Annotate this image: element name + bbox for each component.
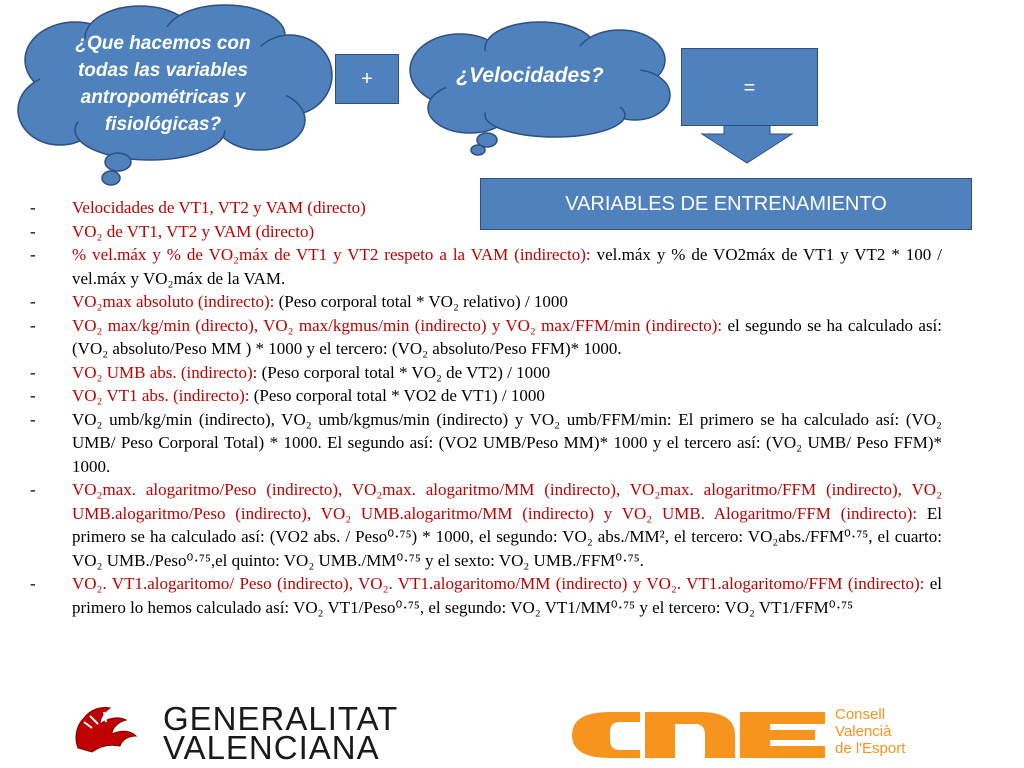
item-black-text: VO₂ umb/kg/min (indirecto), VO₂ umb/kgmus/min (indirecto) y VO₂ umb/FFM/min: El primero se ha calculado así: (VO₂ UMB/ Peso Corporal Total) * 1000. El segundo así: (VO2 UMB/Peso MM)* 1000 y el tercero así: (VO₂ UMB/ Peso FFM)* 1000. xyxy=(72,409,942,476)
generalitat-line: GENERALITAT xyxy=(163,700,399,737)
training-variables-box: VARIABLES DE ENTRENAMIENTO xyxy=(480,178,972,230)
cne-line-3: de l'Esport xyxy=(835,740,906,757)
item-black-text: el primero lo hemos calculado así: VO₂ VT1/Peso⁰·⁷⁵, el segundo: VO₂ VT1/MM⁰·⁷⁵ y el tercero: VO₂ VT1/FFM⁰·⁷⁵ xyxy=(72,574,942,617)
bullet-dash: - xyxy=(30,409,36,429)
item-red-text: VO₂max. alogaritmo/Peso (indirecto), VO₂max. alogaritmo/MM (indirecto), VO₂max. alogaritmo/FFM (indirecto), VO₂ UMB.alogaritmo/Peso (indirecto), VO₂ UMB.alogaritmo/MM (indirecto) y VO₂ UMB. Alogaritmo/FFM (indirecto): xyxy=(72,480,942,523)
item-red-text: VO₂ de VT1, VT2 y VAM (directo) xyxy=(72,221,315,241)
item-red-text: VO₂max absoluto (indirecto): xyxy=(72,292,275,311)
cne-logo-text xyxy=(835,706,905,757)
cne-line-1: Consell xyxy=(835,706,886,723)
bullet-dash: - xyxy=(30,386,36,405)
item-red-text: % vel.máx y % de VO₂máx de VT1 y VT2 respeto a la VAM (indirecto): xyxy=(72,245,591,264)
bullet-dash: - xyxy=(30,362,36,382)
valenciana-line: VALENCIANA xyxy=(163,729,380,766)
item-black-text: (Peso corporal total * VO₂ relativo) / 1000 xyxy=(274,292,568,311)
item-black-text: vel.máx y % de VO2máx de VT1 y VT2 * 100 / vel.máx y VO₂máx de la VAM. xyxy=(72,245,942,288)
bullet-dash: - xyxy=(30,221,36,241)
equals-box: = xyxy=(681,48,818,126)
item-red-text: VO₂. VT1.alogaritomo/ Peso (indirecto), VO₂. VT1.alogaritomo/MM (indirecto) y VO₂. VT1.alogaritomo/FFM (indirecto): xyxy=(72,574,925,593)
plus-box: + xyxy=(335,54,399,104)
item-black-text: El primero se ha calculado así: (VO2 abs. / Peso⁰·⁷⁵) * 1000, el segundo: VO₂ abs./MM², el tercero: VO₂abs./FFM⁰·⁷⁵, el cuarto: VO₂ UMB./Peso⁰·⁷⁵,el quinto: VO₂ UMB./MM⁰·⁷⁵ y el sexto: VO₂ UMB./FFM⁰·⁷⁵. xyxy=(72,503,943,570)
bullet-dash: - xyxy=(30,315,36,335)
item-black-text: (Peso corporal total * VO₂ de VT2) / 1000 xyxy=(257,362,551,382)
cloud-question-variables: ¿Que hacemos con todas las variables antropométricas y fisiológicas? xyxy=(75,33,251,135)
cloud-question-velocities: ¿Velocidades? xyxy=(456,64,604,87)
item-black-text: (Peso corporal total * VO2 de VT1) / 1000 xyxy=(249,386,545,405)
item-red-text: VO₂ VT1 abs. (indirecto): xyxy=(72,386,250,405)
item-red-text: VO₂ UMB abs. (indirecto): xyxy=(72,362,258,382)
bullet-dash: - xyxy=(30,480,36,499)
item-black-text: el segundo se ha calculado así: (VO₂ absoluto/Peso MM ) * 1000 y el tercero: (VO₂ absoluto/Peso FFM)* 1000. xyxy=(72,315,942,358)
bullet-dash: - xyxy=(30,574,36,593)
bullet-dash: - xyxy=(30,292,36,311)
cne-line-2: Valencià xyxy=(835,723,892,740)
bullet-dash: - xyxy=(30,198,36,217)
item-red-text: Velocidades de VT1, VT2 y VAM (directo) xyxy=(72,198,366,217)
bullet-dash: - xyxy=(30,245,36,264)
item-red-text: VO₂ max/kg/min (directo), VO₂ max/kgmus/min (indirecto) y VO₂ max/FFM/min (indirecto): xyxy=(72,315,723,335)
